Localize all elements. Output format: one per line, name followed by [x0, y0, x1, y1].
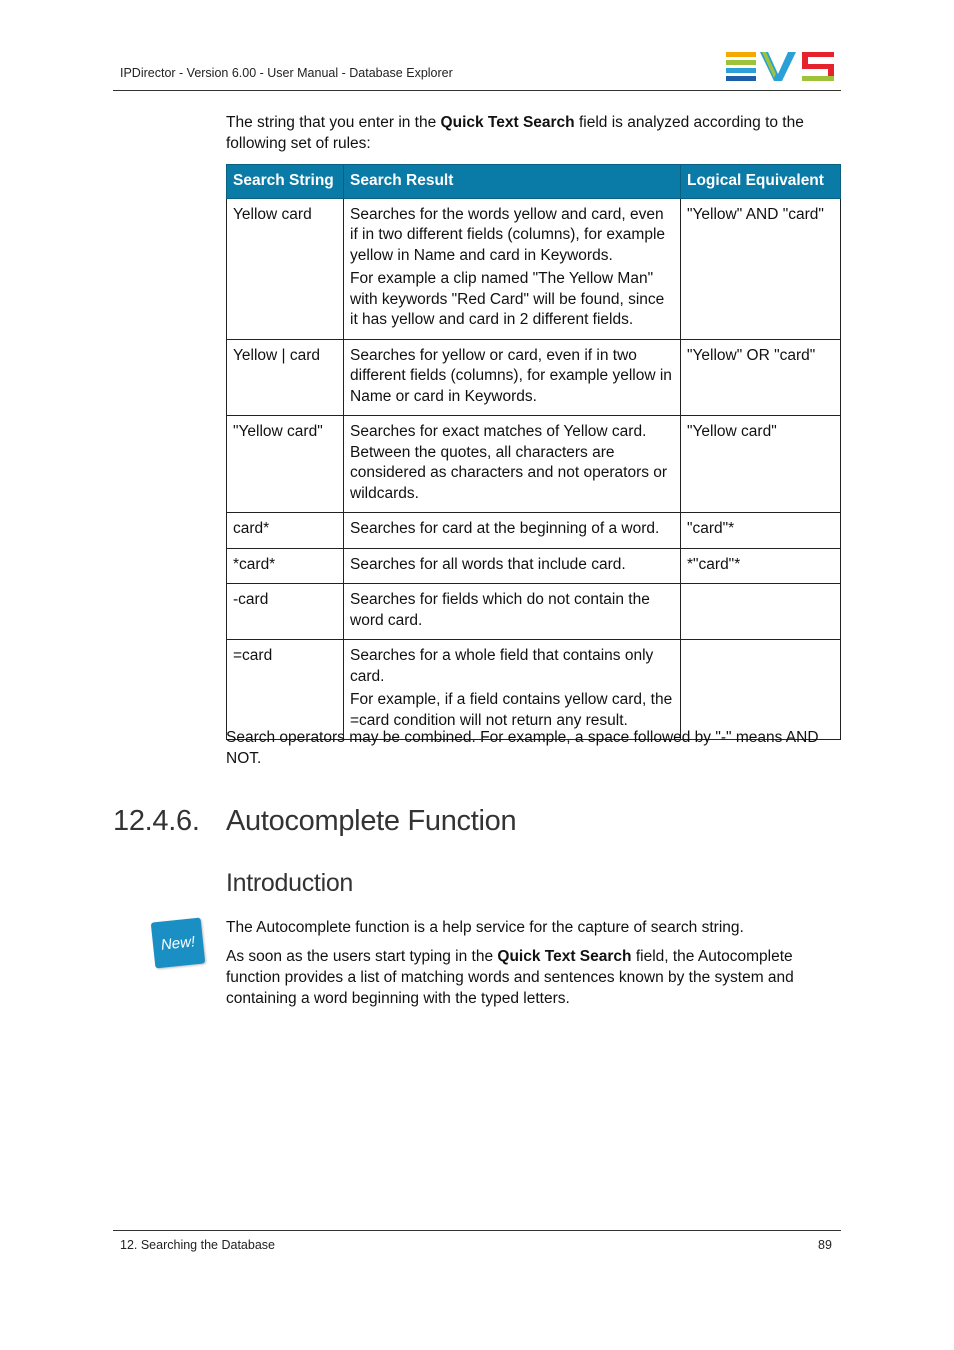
subsection-heading: Introduction — [226, 869, 354, 897]
cell-logical-equivalent: "Yellow" AND "card" — [681, 198, 841, 339]
cell-search-result: Searches for the words yellow and card, even if in two different fields (columns), for example yellow in Name and card in Keywords. For example a clip named "The Yellow Man" with keywords "Red Card" will be found, since it has yellow and card in 2 different fields. — [344, 198, 681, 339]
autocomplete-paragraph-1: The Autocomplete function is a help service for the capture of search string. — [226, 919, 744, 936]
cell-logical-equivalent: "Yellow card" — [681, 416, 841, 513]
cell-search-string: *card* — [227, 548, 344, 584]
cell-logical-equivalent — [681, 584, 841, 640]
operators-note: Search operators may be combined. For example, a space followed by "-" means AND NOT. — [226, 729, 819, 767]
table-row — [227, 339, 841, 416]
header-divider — [113, 90, 841, 91]
new-badge-icon: New! — [151, 918, 206, 969]
cell-search-result: Searches for fields which do not contain the word card. — [344, 584, 681, 640]
table-row — [227, 416, 841, 513]
cell-search-string: Yellow card — [227, 198, 344, 339]
table-header-row — [227, 165, 841, 199]
table-row — [227, 584, 841, 640]
table-row — [227, 548, 841, 584]
section-title: Autocomplete Function — [226, 805, 517, 837]
table-row — [227, 513, 841, 549]
cell-search-string: =card — [227, 640, 344, 740]
cell-search-result: Searches for exact matches of Yellow card. Between the quotes, all characters are considered as characters and not operators or wildcards. — [344, 416, 681, 513]
header-search-result: Search Result — [344, 165, 681, 199]
cell-search-string: "Yellow card" — [227, 416, 344, 513]
table-row — [227, 198, 841, 339]
evs-logo — [726, 52, 834, 82]
footer-divider — [113, 1230, 841, 1231]
cell-search-result: Searches for card at the beginning of a word. — [344, 513, 681, 549]
cell-search-string: -card — [227, 584, 344, 640]
header-search-string: Search String — [227, 165, 344, 199]
section-number: 12.4.6. — [113, 805, 200, 837]
search-rules-table — [226, 164, 841, 740]
cell-search-string: card* — [227, 513, 344, 549]
cell-search-string: Yellow | card — [227, 339, 344, 416]
header-logical-equivalent: Logical Equivalent — [681, 165, 841, 199]
cell-search-result: Searches for all words that include card. — [344, 548, 681, 584]
cell-logical-equivalent: *"card"* — [681, 548, 841, 584]
footer-chapter: 12. Searching the Database — [120, 1238, 275, 1252]
header-title: IPDirector - Version 6.00 - User Manual - Database Explorer — [120, 66, 453, 80]
table-row — [227, 640, 841, 740]
cell-search-result: Searches for yellow or card, even if in two different fields (columns), for example yellow in Name or card in Keywords. — [344, 339, 681, 416]
cell-logical-equivalent: "card"* — [681, 513, 841, 549]
autocomplete-paragraph-2: As soon as the users start typing in the Quick Text Search field, the Autocomplete function provides a list of matching words and sentences known by the system and containing a word beginning with the typed letters. — [226, 948, 794, 1007]
intro-paragraph: The string that you enter in the Quick Text Search field is analyzed according to the following set of rules: — [226, 114, 804, 152]
cell-logical-equivalent — [681, 640, 841, 740]
footer-page-number: 89 — [818, 1238, 832, 1252]
section-heading — [113, 805, 516, 838]
cell-search-result: Searches for a whole field that contains only card. For example, if a field contains yellow card, the =card condition will not return any result. — [344, 640, 681, 740]
cell-logical-equivalent: "Yellow" OR "card" — [681, 339, 841, 416]
